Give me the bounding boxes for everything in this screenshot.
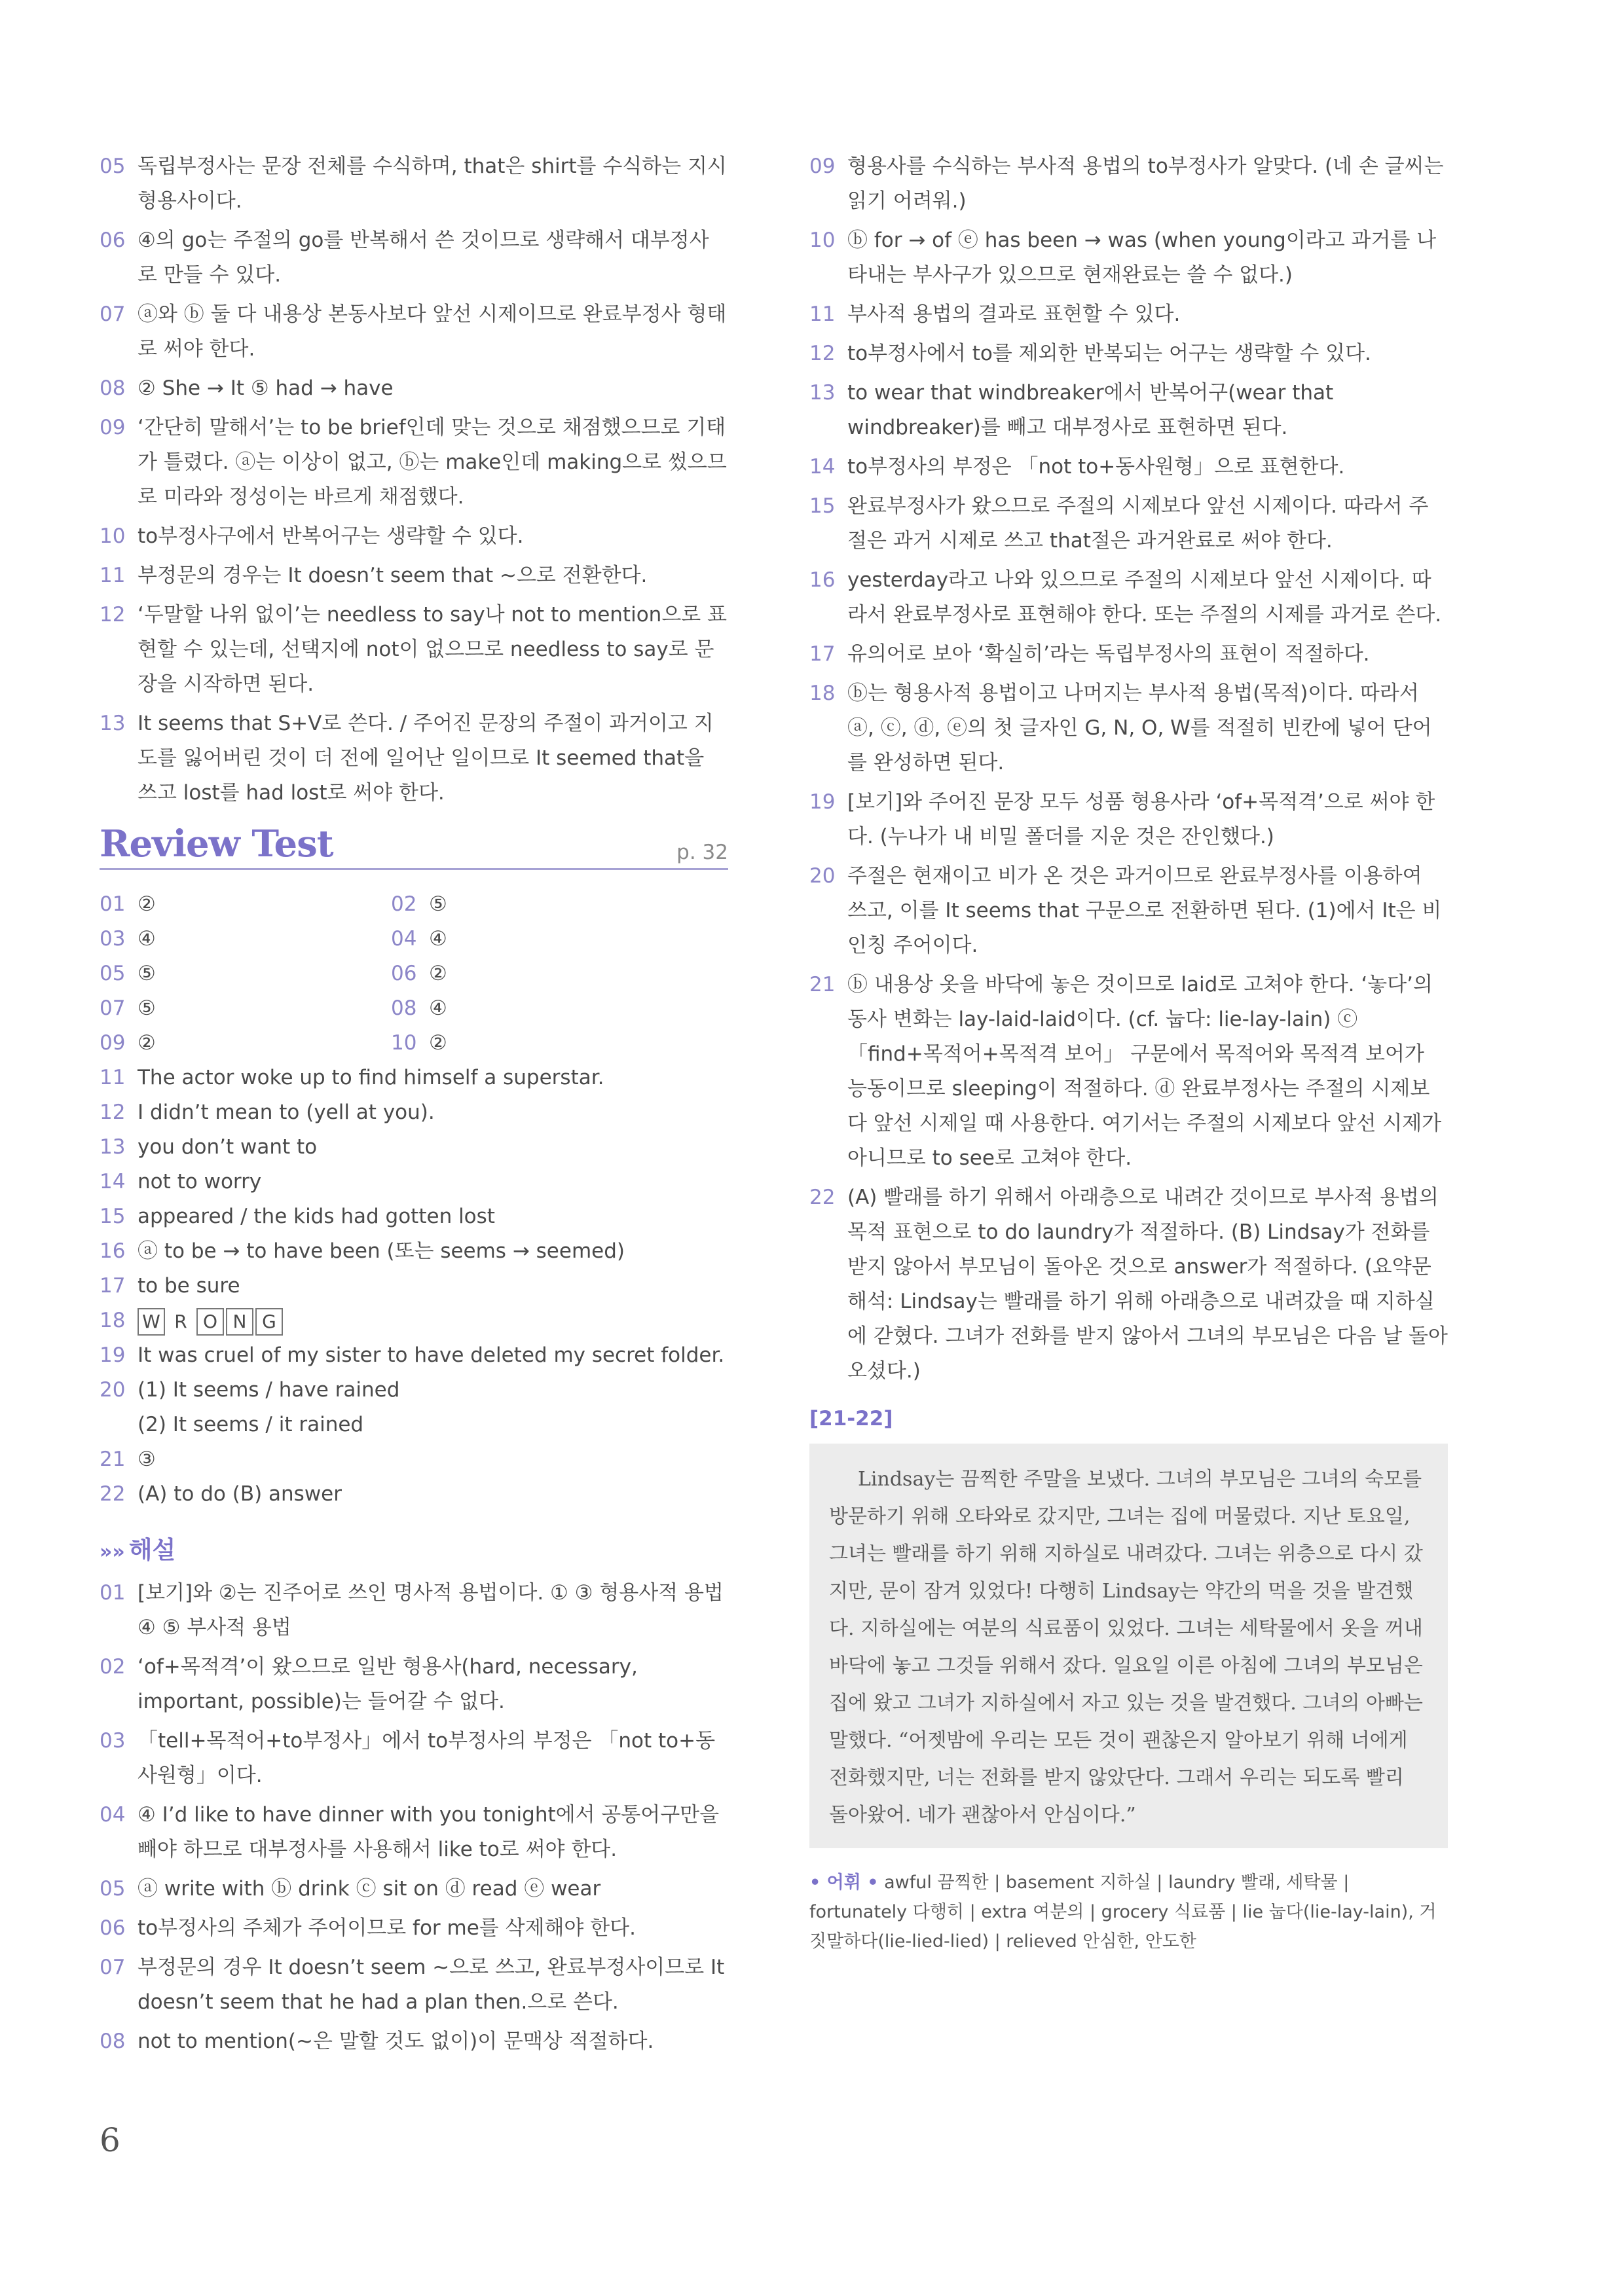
solution-item	[100, 223, 728, 293]
item-text: The actor woke up to find himself a superstar.	[138, 1066, 604, 1089]
item-text: you don’t want to	[138, 1135, 318, 1159]
item-number: 13	[100, 712, 126, 735]
answer-choice: ⑤	[138, 962, 156, 985]
answer-item	[100, 1408, 728, 1442]
item-text: ⓐ to be → to have been (또는 seems → seemed)	[138, 1239, 625, 1263]
item-number: 06	[100, 228, 126, 252]
item-text: 부정문의 경우 It doesn’t seem ~으로 쓰고, 완료부정사이므로 It doesn’t seem that he had a plan then.으로 쓴다.	[138, 1956, 725, 2014]
item-number: 16	[100, 1239, 126, 1263]
answer-item	[100, 1061, 728, 1095]
item-number: 09	[100, 1031, 126, 1055]
letter-box: O	[196, 1308, 224, 1336]
item-text: to부정사의 부정은 「not to+동사원형」으로 표현한다.	[847, 455, 1345, 479]
item-text: ‘of+목적격’이 왔으므로 일반 형용사(hard, necessary, important, possible)는 들어갈 수 없다.	[138, 1655, 638, 1713]
item-number: 03	[100, 1729, 126, 1753]
item-text: ⓑ 내용상 옷을 바닥에 놓은 것이므로 laid로 고쳐야 한다. ‘놓다’의 동사 변화는 lay-laid-laid이다. (cf. 눕다: lie-lay-lain) ⓒ 「find+목적어+목적격 보어」 구문에서 목적어와 목적격 보어가 능동이므로 sleeping이 적절하다. ⓓ 완료부정사는 주절의 시제보다 앞선 시제일 때 사용한다. 여기서는 주절의 시제보다 앞선 시제가 아니므로 to see로 고쳐야 한다.	[847, 973, 1442, 1170]
item-number: 07	[100, 1956, 126, 1979]
answer-choice: ②	[429, 962, 447, 985]
explanation-item	[809, 676, 1448, 780]
answer-item	[100, 1199, 728, 1234]
item-number: 18	[100, 1309, 126, 1332]
passage-range: [21-22]	[809, 1407, 893, 1430]
answer-choice: ⑤	[429, 892, 447, 916]
item-number: 12	[100, 603, 126, 627]
answer-item	[100, 1269, 728, 1303]
solution-item	[100, 371, 728, 406]
solution-list-top	[100, 149, 728, 811]
answer-choice: ④	[429, 996, 447, 1020]
item-text: (2) It seems / it rained	[138, 1413, 364, 1436]
item-number	[100, 1408, 138, 1442]
item-number: 13	[809, 381, 836, 405]
item-number: 14	[809, 455, 836, 479]
answer-cell	[100, 887, 391, 922]
item-number: 08	[100, 2030, 126, 2053]
answer-choice: ④	[138, 927, 156, 951]
item-number: 20	[100, 1378, 126, 1402]
answer-item	[100, 1234, 728, 1269]
answer-pair-row	[100, 991, 728, 1026]
vocabulary-text: awful 끔찍한 | basement 지하실 | laundry 빨래, 세탁물 | fortunately 다행히 | extra 여분의 | grocery 식료품 | lie 눕다(lie-lay-lain), 거짓말하다(lie-lied-lied) | relieved 안심한, 안도한	[809, 1872, 1437, 1952]
answer-item	[100, 1442, 728, 1477]
item-number: 22	[100, 1482, 126, 1506]
letter-box: N	[226, 1308, 253, 1336]
answer-choice: ⑤	[138, 996, 156, 1020]
page-number: 6	[100, 2121, 120, 2159]
item-text: ⓐ와 ⓑ 둘 다 내용상 본동사보다 앞선 시제이므로 완료부정사 형태로 써야 한다.	[138, 302, 727, 361]
item-text: (A) to do (B) answer	[138, 1482, 342, 1506]
item-text: not to mention(~은 말할 것도 없이)이 문맥상 적절하다.	[138, 2030, 654, 2053]
explanation-item	[100, 1650, 728, 1719]
item-number: 11	[100, 564, 126, 587]
explanation-item	[100, 1872, 728, 1906]
item-text: ④의 go는 주절의 go를 반복해서 쓴 것이므로 생략해서 대부정사로 만들 수 있다.	[138, 228, 709, 287]
answer-grid	[100, 887, 728, 1061]
item-text: 부정문의 경우는 It doesn’t seem that ~으로 전환한다.	[138, 564, 648, 587]
answer-pair-row	[100, 1026, 728, 1061]
letter-boxes	[138, 1308, 283, 1336]
item-number: 11	[100, 1066, 126, 1089]
answer-cell	[100, 991, 391, 1026]
item-text: (A) 빨래를 하기 위해서 아래층으로 내려간 것이므로 부사적 용법의 목적 표현으로 to do laundry가 적절하다. (B) Lindsay가 전화를 받지 않아서 부모님이 돌아온 것으로 answer가 적절하다. (요약문 해석: Lindsay는 빨래를 하기 위해 아래층으로 내려갔을 때 지하실에 갇혔다. 그녀가 전화를 받지 않아서 그녀의 부모님은 다음 날 돌아오셨다.)	[847, 1186, 1448, 1383]
answer-cell	[391, 1026, 682, 1061]
review-test-header	[100, 821, 728, 870]
item-number: 12	[809, 342, 836, 365]
item-text: I didn’t mean to (yell at you).	[138, 1101, 435, 1124]
item-number: 04	[100, 1803, 126, 1827]
item-text: yesterday라고 나와 있으므로 주절의 시제보다 앞선 시제이다. 따라서 완료부정사로 표현해야 한다. 또는 주절의 시제를 과거로 쓴다.	[847, 568, 1442, 627]
explanation-item	[809, 149, 1448, 219]
item-number: 04	[391, 927, 417, 951]
answer-item	[100, 1130, 728, 1165]
item-text: ⓑ for → of ⓔ has been → was (when young이라고 과거를 나타내는 부사구가 있으므로 현재완료는 쓸 수 없다.)	[847, 228, 1437, 287]
explanation-item	[809, 859, 1448, 963]
item-number: 16	[809, 568, 836, 592]
solution-item	[100, 297, 728, 367]
item-number: 11	[809, 302, 836, 326]
explanation-title: 해설	[128, 1536, 176, 1564]
item-text: 완료부정사가 왔으므로 주절의 시제보다 앞선 시제이다. 따라서 주절은 과거 시제로 쓰고 that절은 과거완료로 써야 한다.	[847, 494, 1429, 553]
item-number: 07	[100, 996, 126, 1020]
answer-cell	[391, 991, 682, 1026]
solution-item	[100, 519, 728, 554]
explanation-item	[809, 968, 1448, 1176]
item-number: 17	[100, 1274, 126, 1298]
answer-list	[100, 1061, 728, 1303]
item-number: 09	[809, 155, 836, 178]
item-text: appeared / the kids had gotten lost	[138, 1205, 495, 1228]
item-number: 01	[100, 892, 126, 916]
item-text: [보기]와 ②는 진주어로 쓰인 명사적 용법이다. ① ③ 형용사적 용법 ④ ⑤ 부사적 용법	[138, 1581, 724, 1639]
explanation-item	[100, 2024, 728, 2059]
item-number: 10	[391, 1031, 417, 1055]
item-text: It was cruel of my sister to have deleted my secret folder.	[138, 1343, 725, 1367]
item-number: 21	[100, 1448, 126, 1471]
answer-cell	[100, 922, 391, 957]
item-text: not to worry	[138, 1170, 262, 1194]
item-text: ② She → It ⑤ had → have	[138, 376, 394, 400]
explanation-item	[809, 563, 1448, 632]
item-number: 09	[100, 416, 126, 439]
explanation-item	[809, 785, 1448, 854]
vocabulary-note	[809, 1868, 1448, 1956]
explanation-item	[100, 1911, 728, 1946]
item-number: 05	[100, 155, 126, 178]
answer-item	[100, 1477, 728, 1512]
item-text: 주절은 현재이고 비가 온 것은 과거이므로 완료부정사를 이용하여 쓰고, 이를 It seems that 구문으로 전환하면 된다. (1)에서 It은 비인칭 주어이다.	[847, 864, 1442, 957]
item-number: 02	[391, 892, 417, 916]
item-number: 12	[100, 1101, 126, 1124]
item-number: 08	[391, 996, 417, 1020]
answer-item	[100, 1165, 728, 1199]
item-text: (1) It seems / have rained	[138, 1378, 400, 1402]
item-text: ④ I’d like to have dinner with you tonight에서 공통어구만을 빼야 하므로 대부정사를 사용해서 like to로 써야 한다.	[138, 1803, 720, 1861]
item-number: 19	[809, 790, 836, 814]
item-text: ③	[138, 1448, 156, 1471]
answer-pair-row	[100, 957, 728, 991]
item-number: 01	[100, 1581, 126, 1605]
item-number: 10	[809, 228, 836, 252]
explanation-item	[809, 223, 1448, 293]
answer-choice: ②	[429, 1031, 447, 1055]
item-number: 14	[100, 1170, 126, 1194]
answer-cell	[100, 1026, 391, 1061]
item-number: 06	[100, 1916, 126, 1940]
item-number: 22	[809, 1186, 836, 1209]
explanation-item	[809, 337, 1448, 371]
solution-item	[100, 149, 728, 219]
item-text: to wear that windbreaker에서 반복어구(wear that windbreaker)를 빼고 대부정사로 표현하면 된다.	[847, 381, 1334, 439]
item-text: to부정사의 주체가 주어이므로 for me를 삭제해야 한다.	[138, 1916, 636, 1940]
explanation-item	[809, 489, 1448, 558]
item-text: ‘간단히 말해서’는 to be brief인데 맞는 것으로 채점했으므로 기태가 틀렸다. ⓐ는 이상이 없고, ⓑ는 make인데 making으로 썼으므로 미라와 정성이는 바르게 채점했다.	[138, 416, 727, 509]
item-text: 유의어로 보아 ‘확실히’라는 독립부정사의 표현이 적절하다.	[847, 642, 1370, 666]
explanation-item	[100, 1950, 728, 2020]
answer-choice: ②	[138, 892, 156, 916]
answer-pair-row	[100, 887, 728, 922]
answer-cell	[100, 957, 391, 991]
vocabulary-label: • 어휘 •	[809, 1872, 879, 1893]
item-number: 17	[809, 642, 836, 666]
item-number: 18	[809, 682, 836, 705]
answer-item	[100, 1338, 728, 1373]
item-text: 형용사를 수식하는 부사적 용법의 to부정사가 알맞다. (네 손 글씨는 읽기 어려워.)	[847, 155, 1444, 213]
item-text: It seems that S+V로 쓴다. / 주어진 문장의 주절이 과거이고 지도를 잃어버린 것이 더 전에 일어난 일이므로 It seemed that을 쓰고 lost를 had lost로 써야 한다.	[138, 712, 714, 805]
explanation-list-left	[100, 1576, 728, 2059]
explanation-item	[809, 297, 1448, 332]
solution-item	[100, 598, 728, 702]
item-number: 02	[100, 1655, 126, 1679]
item-text: to be sure	[138, 1274, 240, 1298]
answer-item	[100, 1095, 728, 1130]
item-text: ‘두말할 나위 없이’는 needless to say나 not to mention으로 표현할 수 있는데, 선택지에 not이 없으므로 needless to say로 문장을 시작하면 된다.	[138, 603, 728, 696]
item-number: 10	[100, 524, 126, 548]
answer-pair-row	[100, 922, 728, 957]
answer-item	[100, 1373, 728, 1408]
item-number: 03	[100, 927, 126, 951]
answer-choice: ②	[138, 1031, 156, 1055]
left-column	[100, 149, 728, 2059]
item-text: to부정사구에서 반복어구는 생략할 수 있다.	[138, 524, 524, 548]
item-text: ⓑ는 형용사적 용법이고 나머지는 부사적 용법(목적)이다. 따라서 ⓐ, ⓒ, ⓓ, ⓔ의 첫 글자인 G, N, O, W를 적절히 빈칸에 넣어 단어를 완성하면 된다.	[847, 682, 1432, 774]
explanation-item	[100, 1724, 728, 1793]
explanation-item	[100, 1798, 728, 1867]
solution-item	[100, 410, 728, 515]
item-number: 15	[100, 1205, 126, 1228]
answer-18-row	[100, 1303, 728, 1338]
answer-cell	[391, 887, 682, 922]
item-text: 독립부정사는 문장 전체를 수식하며, that은 shirt를 수식하는 지시형용사이다.	[138, 155, 727, 213]
item-text: ⓐ write with ⓑ drink ⓒ sit on ⓓ read ⓔ wear	[138, 1877, 601, 1901]
answer-cell	[391, 922, 682, 957]
explanation-heading	[100, 1530, 728, 1565]
answer-cell	[391, 957, 682, 991]
item-text: to부정사에서 to를 제외한 반복되는 어구는 생략할 수 있다.	[847, 342, 1371, 365]
chevrons-icon: »»	[100, 1540, 125, 1563]
item-number: 13	[100, 1135, 126, 1159]
review-test-title: Review Test	[100, 822, 333, 866]
item-number: 21	[809, 973, 836, 996]
explanation-item	[809, 637, 1448, 672]
letter-box: W	[138, 1308, 165, 1336]
explanation-item	[809, 376, 1448, 445]
item-number: 15	[809, 494, 836, 518]
item-text: 부사적 용법의 결과로 표현할 수 있다.	[847, 302, 1181, 326]
page-reference: p. 32	[676, 841, 728, 864]
explanation-item	[809, 1180, 1448, 1389]
item-number: 05	[100, 1877, 126, 1901]
explanation-item	[809, 450, 1448, 484]
letter-box: G	[255, 1308, 283, 1336]
item-text: [보기]와 주어진 문장 모두 성품 형용사라 ‘of+목적격’으로 써야 한다. (누나가 내 비밀 폴더를 지운 것은 잔인했다.)	[847, 790, 1435, 848]
item-number: 06	[391, 962, 417, 985]
item-number: 20	[809, 864, 836, 888]
solution-item	[100, 558, 728, 593]
item-number: 19	[100, 1343, 126, 1367]
explanation-list-right	[809, 149, 1448, 1389]
solution-item	[100, 706, 728, 811]
explanation-item	[100, 1576, 728, 1645]
letter-box: R	[174, 1310, 187, 1332]
item-text: 「tell+목적어+to부정사」에서 to부정사의 부정은 「not to+동사원형」이다.	[138, 1729, 716, 1787]
item-number: 08	[100, 376, 126, 400]
right-column	[809, 149, 1448, 1956]
answer-choice: ④	[429, 927, 447, 951]
translation-passage: Lindsay는 끔찍한 주말을 보냈다. 그녀의 부모님은 그녀의 숙모를 방문하기 위해 오타와로 갔지만, 그녀는 집에 머물렀다. 지난 토요일, 그녀는 빨래를 하기 위해 지하실로 내려갔다. 그녀는 위층으로 다시 갔지만, 문이 잠겨 있었다! 다행히 Lindsay는 약간의 먹을 것을 발견했다. 지하실에는 여분의 식료품이 있었다. 그녀는 세탁물에서 옷을 꺼내 바닥에 놓고 그것들 위해서 잤다. 일요일 이른 아침에 그녀의 부모님은 집에 왔고 그녀가 지하실에서 자고 있는 것을 발견했다. 그녀의 아빠는 말했다. “어젯밤에 우리는 모든 것이 괜찮은지 알아보기 위해 너에게 전화했지만, 너는 전화를 받지 않았단다. 그래서 우리는 되도록 빨리 돌아왔어. 네가 괜찮아서 안심이다.”	[809, 1444, 1448, 1848]
item-number: 05	[100, 962, 126, 985]
item-number: 07	[100, 302, 126, 326]
answer-list-2	[100, 1338, 728, 1512]
